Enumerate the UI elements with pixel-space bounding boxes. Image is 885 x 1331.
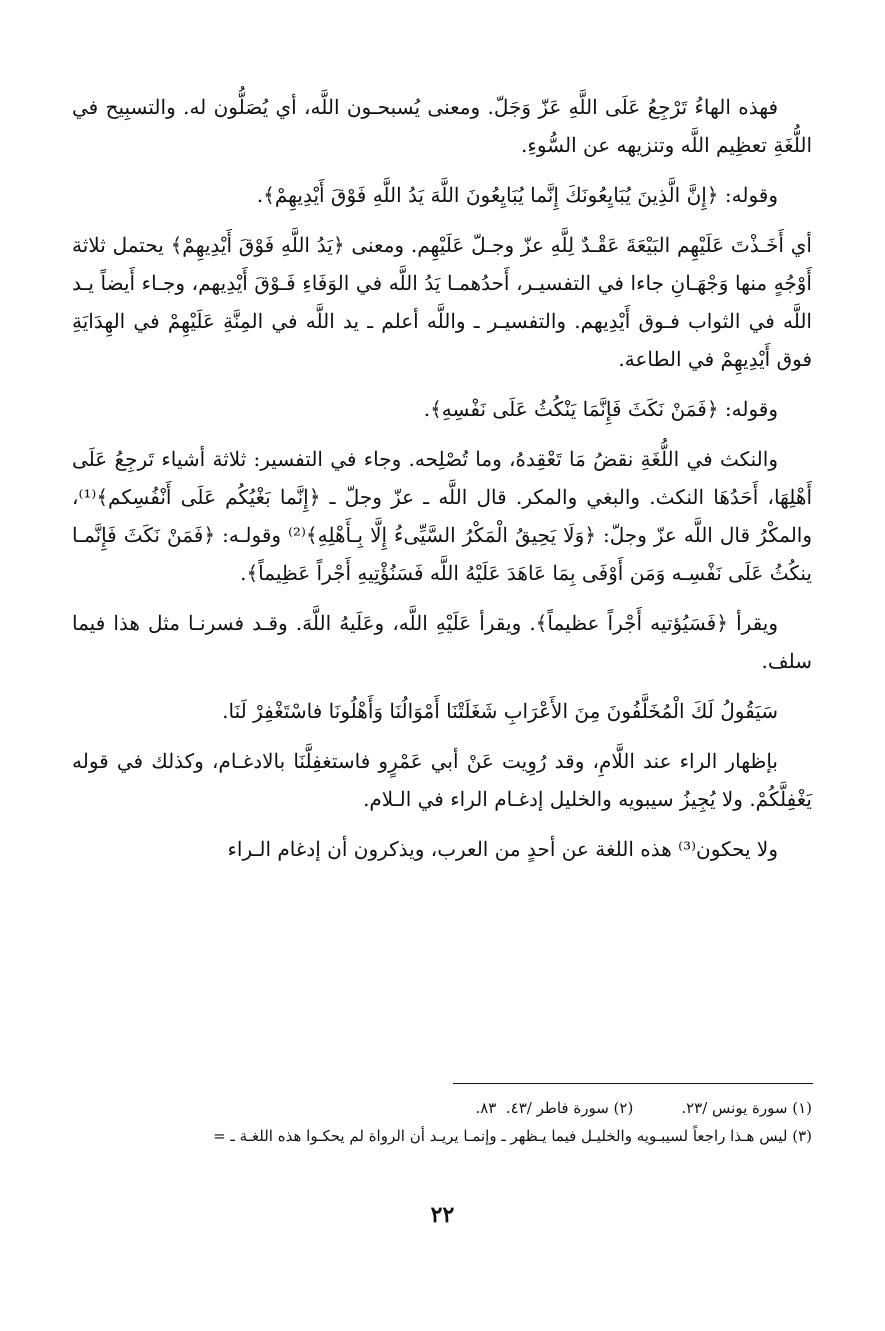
- paragraph-9: ولا يحكون⁽³⁾ هذه اللغة عن أحدٍ من العرب، ويذكرون أن إدغام الـراء: [227, 837, 778, 861]
- paragraph-2: وقوله: ﴿إِنَّ الَّذِينَ يُبَايِعُونَكَ إِنَّما يُبَايِعُونَ اللَّهَ يَدُ اللَّهِ فَوْقَ أَيْدِيهِمْ﴾.: [256, 183, 778, 207]
- footnote-line-1: [60, 1094, 812, 1122]
- footnote-2-extra: ٨٣.: [475, 1099, 497, 1117]
- footnote-3: (٣) ليس هـذا راجعاً لسيبـويه والخليـل فيما يـظهر ـ وإنمـا يريـد أن الرواة لم يحكـوا هذه اللغـة ـ =: [213, 1127, 812, 1145]
- paragraph-3: أي أَخَـذْتَ عَلَيْهِم البَيْعَةَ عَقْـدٌ لِلَّهِ عزّ وجـلّ عَلَيْهِم. ومعنى ﴿يَدُ اللَّهِ فَوْقَ أَيْدِيهِمْ﴾ يحتمل ثلاثة أَوْجُهٍ منها وَجْهَـانِ جاءا في التفسيـر، أَحدُهمـا يَدُ اللَّه في الوَفَاءِ فَـوْقَ أَيْدِيهم، وجـاء أَيضاً يـد اللَّه في الثواب فـوق أَيْدِيهم. والتفسيـر ـ واللَّه أعلم ـ يد اللَّه في المِنَّةِ عَلَيْهِمْ في الهِدَايَةِ فوق أَيْدِيهِمْ في الطاعة.: [72, 233, 812, 371]
- paragraph-7: سَيَقُولُ لَكَ الْمُخَلَّفُونَ مِنَ الأَعْرَابِ شَغَلَتْنَا أَمْوَالُنَا وَأَهْلُونَا فاسْتَغْفِرْ لَنَا.: [222, 699, 778, 723]
- footnote-2: (٢) سورة فاطر /٤٣.: [505, 1099, 634, 1117]
- paragraph-5: والنكث في اللُّغَةِ نقضُ مَا تَعْقِدهُ، وما تُصْلِحه. وجاء في التفسير: ثلاثة أشياء تَرجِعُ عَلَى أَهْلِهَا، أَحَدُهَا النكث. والبغي والمكر. قال اللَّه ـ عزّ وجلّ ـ ﴿إِنَّما بَغْيُكُم عَلَى أَنْفُسِكم﴾⁽¹⁾، والمكْرُ قال اللَّه عزّ وجلّ: ﴿وَلَا يَحِيقُ الْمَكْرُ السَّيِّىءُ إِلَّا بِـأَهْلِهِ﴾⁽²⁾ وقولـه: ﴿فَمَنْ نَكَثَ فَإِنَّمـا ينكُثُ عَلَى نَفْسِـه وَمَن أَوْفَى بِمَا عَاهَدَ عَلَيْهُ اللَّه فَسَنُؤْتِيهِ أَجْراً عَظِيماً﴾.: [72, 447, 813, 585]
- paragraph-4: وقوله: ﴿فَمَنْ نَكَثَ فَإِنَّمَا يَنْكُثُ عَلَى نَفْسِهِ﴾.: [423, 397, 778, 421]
- footnote-divider: [453, 1083, 813, 1084]
- main-text: [72, 88, 812, 880]
- paragraph-1: فهذه الهاءُ تَرْجِعُ عَلَى اللَّهِ عَزّ وَجَلّ. ومعنى يُسبحـون اللَّه، أي يُصَلُّون له. والتسبِيح في اللُّغَةِ تعظِيم اللَّه وتنزيهه عن السُّوءِ.: [72, 95, 812, 157]
- footnotes: [60, 1094, 812, 1150]
- footnote-1: (١) سورة يونس /٢٣.: [681, 1099, 812, 1117]
- paragraph-8: بإظهار الراء عند اللَّامِ، وقد رُوِيت عَنْ أبي عَمْرٍو فاستغفِلَّنَا بالادغـام، وكذلك في قوله يَغْفِلَّكُمْ. ولا يُجِيزُ سيبويه والخليل إدغـام الراء في الـلام.: [72, 749, 812, 811]
- paragraph-6: ويقرأ ﴿فَسَيُؤتيه أَجْراً عظيماً﴾. ويقرأ عَلَيْهِ اللَّه، وعَلَيهُ اللَّهَ. وقـد فسرنـا مثل هذا فيما سلف.: [72, 611, 812, 673]
- page-number: ٢٢: [430, 1202, 455, 1228]
